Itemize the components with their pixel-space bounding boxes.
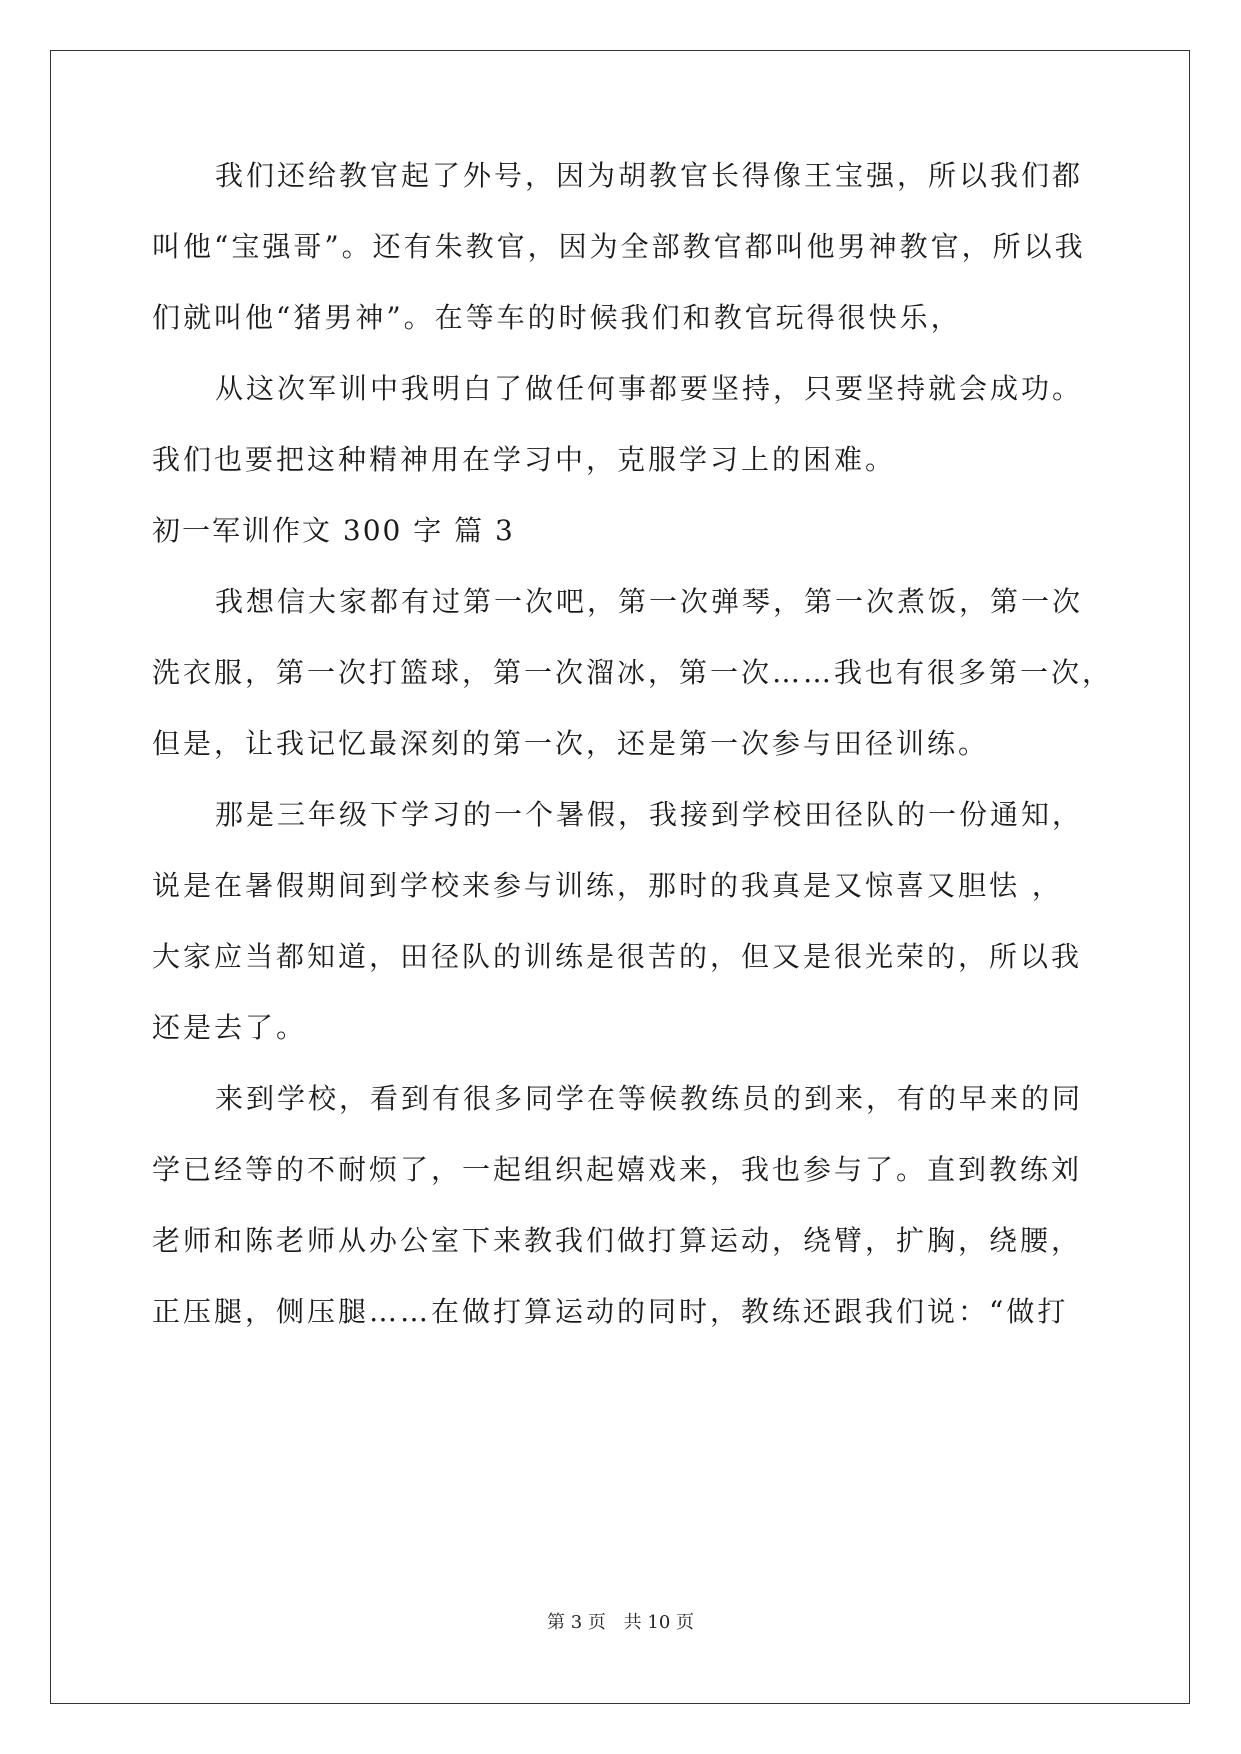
text-line: 那是三年级下学习的一个暑假，我接到学校田径队的一份通知，: [215, 798, 1084, 831]
text-line: 老师和陈老师从办公室下来教我们做打算运动，绕臂，扩胸，绕腰，: [152, 1224, 1083, 1257]
text-line: 洗衣服，第一次打篮球，第一次溜冰，第一次……我也有很多第一次，: [152, 656, 1114, 689]
text-line: 我想信大家都有过第一次吧，第一次弹琴，第一次煮饭，第一次: [215, 585, 1084, 618]
page-number: 第 3 页: [547, 1612, 606, 1633]
text-line: 大家应当都知道，田径队的训练是很苦的，但又是很光荣的，所以我: [152, 940, 1083, 973]
text-line: 叫他“宝强哥”。还有朱教官，因为全部教官都叫他男神教官，所以我: [152, 230, 1086, 263]
text-line: 正压腿，侧压腿……在做打算运动的同时，教练还跟我们说：“做打: [152, 1295, 1069, 1328]
section-heading: 初一军训作文 300 字 篇 3: [152, 514, 515, 547]
text-line: 但是，让我记忆最深刻的第一次，还是第一次参与田径训练。: [152, 727, 990, 760]
text-line: 我们也要把这种精神用在学习中，克服学习上的困难。: [152, 443, 897, 476]
text-line: 们就叫他“猪男神”。在等车的时候我们和教官玩得很快乐，: [152, 301, 962, 334]
text-line: 还是去了。: [152, 1011, 308, 1044]
text-line: 我们还给教官起了外号，因为胡教官长得像王宝强，所以我们都: [215, 159, 1084, 192]
text-line: 说是在暑假期间到学校来参与训练，那时的我真是又惊喜又胆怯 ，: [152, 869, 1063, 902]
text-line: 学已经等的不耐烦了，一起组织起嬉戏来，我也参与了。直到教练刘: [152, 1153, 1083, 1186]
page-total: 共 10 页: [623, 1612, 694, 1633]
text-line: 来到学校，看到有很多同学在等候教练员的到来，有的早来的同: [215, 1082, 1084, 1115]
page-footer: [0, 1611, 1241, 1635]
text-line: 从这次军训中我明白了做任何事都要坚持，只要坚持就会成功。: [215, 372, 1084, 405]
